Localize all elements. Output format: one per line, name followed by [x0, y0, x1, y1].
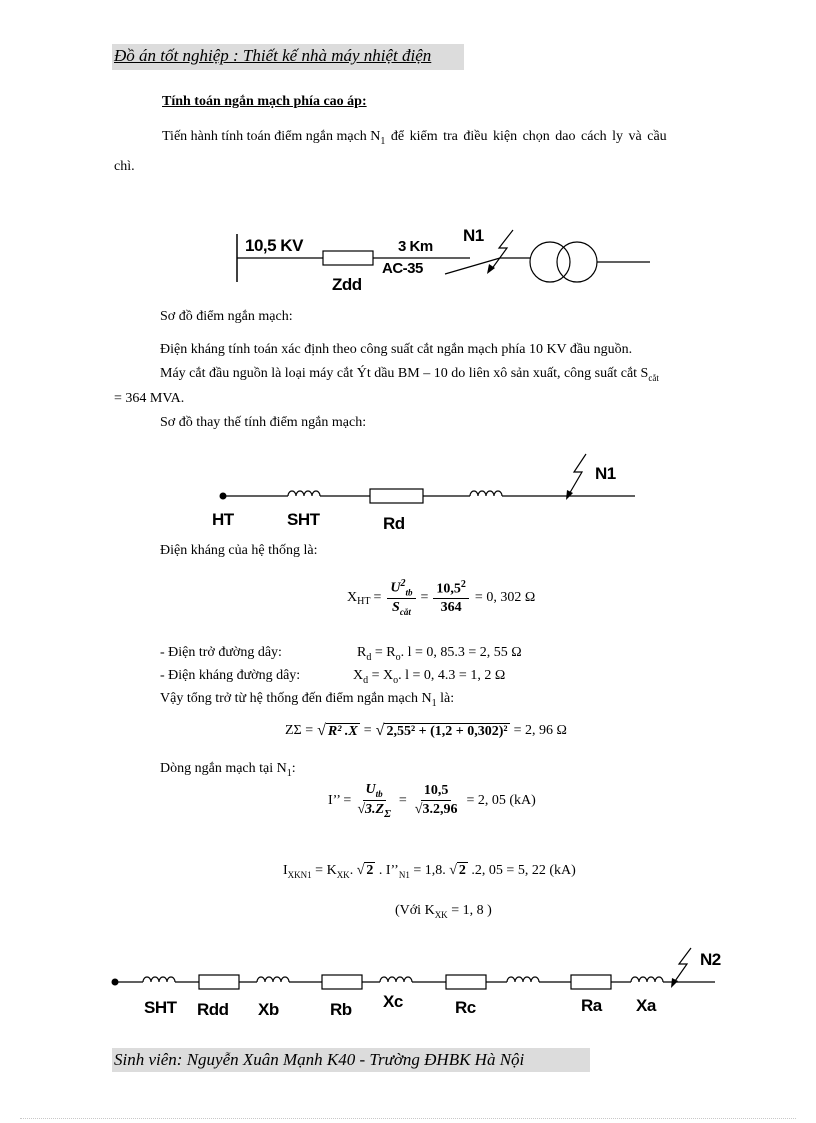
resistance-rc — [446, 975, 486, 989]
fraction-denominator: 364 — [440, 600, 462, 616]
paragraph: Sơ đồ điểm ngắn mạch: — [160, 309, 293, 324]
fault-bolt-icon — [568, 454, 586, 496]
num-sub: tb — [375, 788, 383, 799]
circuit-label: Rb — [330, 1000, 352, 1019]
line-resistance — [370, 489, 423, 503]
line-reactance-equation — [353, 667, 505, 690]
paragraph-sub: 1 — [431, 697, 437, 709]
eq-text: = 1,8. — [409, 863, 450, 878]
section-heading: Tính toán ngắn mạch phía cao áp: — [162, 94, 367, 109]
short-circuit-diagram-1 — [225, 222, 665, 302]
transformer-winding-1 — [530, 242, 570, 282]
fault-bolt-icon — [491, 230, 513, 270]
paragraph: Điện kháng của hệ thống là: — [160, 543, 318, 558]
total-impedance-text — [160, 690, 454, 713]
circuit-label: Ra — [581, 996, 602, 1015]
current-label — [160, 760, 296, 783]
eq-text: I — [283, 863, 288, 878]
paragraph-sub: 1 — [286, 767, 292, 779]
eq-text: X — [353, 668, 364, 683]
intro-sub: 1 — [380, 135, 386, 147]
reactance-xc — [380, 977, 412, 982]
fraction-numerator: 10,5 — [421, 783, 452, 801]
den-text: √3.Z — [357, 801, 385, 817]
equivalent-circuit-1 — [210, 450, 650, 515]
equivalent-circuit-2 — [105, 944, 745, 1004]
eq-sub: d — [366, 651, 372, 663]
eq-equals: = — [373, 589, 382, 605]
fraction-denominator — [354, 801, 394, 820]
reactance-link — [507, 977, 539, 982]
equation-total-impedance — [285, 722, 567, 740]
radical-icon: √ — [317, 722, 326, 739]
equation-short-circuit-current — [328, 782, 536, 820]
sqrt-content: 2 — [458, 863, 466, 878]
fault-arrow-icon — [671, 978, 678, 988]
resistance-rdd — [199, 975, 239, 989]
fraction — [354, 782, 394, 820]
eq-text: . — [349, 863, 357, 878]
paragraph-sub: cắt — [648, 372, 659, 383]
line-impedance-label: Zdd — [332, 275, 362, 294]
eq-text: .2, 05 = 5, 22 (kA) — [467, 863, 576, 878]
page-edge-divider — [20, 1118, 796, 1119]
eq-result: = 0, 302 Ω — [474, 589, 536, 605]
eq-result: = 2, 05 (kA) — [466, 792, 536, 808]
radical-icon: √ — [375, 722, 385, 739]
eq-sub: o — [393, 674, 399, 686]
fraction-numerator — [363, 782, 386, 801]
fraction-denominator — [389, 599, 414, 617]
num-text: U — [365, 782, 376, 797]
eq-equals: = — [420, 589, 429, 605]
paragraph-text: : — [291, 761, 296, 776]
circuit-label: Rdd — [197, 1000, 229, 1019]
fault-arrow-icon — [566, 490, 573, 500]
fraction-numerator — [387, 578, 415, 599]
radical-icon: √ — [449, 863, 457, 878]
eq-text: = R — [371, 645, 396, 660]
reactance-xb — [257, 977, 289, 982]
intro-line-2: chì. — [114, 159, 135, 174]
sqrt-content: R² .X — [327, 723, 358, 739]
fault-point-label: N1 — [463, 226, 484, 245]
radical-icon: √ — [356, 863, 365, 878]
intro-text-b: để kiểm tra điều kiện chọn dao cách ly và cầu — [385, 129, 667, 144]
fault-bolt-icon — [673, 948, 691, 984]
eq-text: R — [357, 645, 367, 660]
den-sub: Σ — [384, 807, 391, 820]
eq-lhs-sub: HT — [357, 596, 371, 608]
length-label: 3 Km — [398, 238, 433, 255]
fraction-denominator: √3.2,96 — [414, 802, 458, 818]
num-sub: tb — [405, 587, 413, 598]
eq-text: (Với K — [395, 903, 435, 918]
eq-text: . l = 0, 85.3 = 2, 55 Ω — [400, 645, 522, 660]
intro-text-a: Tiến hành tính toán điểm ngắn mạch N — [162, 129, 381, 144]
paragraph: Sơ đồ thay thế tính điểm ngắn mạch: — [160, 415, 367, 430]
resistance-label: Rd — [383, 514, 405, 533]
paragraph: Điện kháng tính toán xác định theo công suất cắt ngắn mạch phía 10 KV đầu nguồn. — [160, 342, 633, 357]
eq-equals: = — [363, 723, 372, 738]
circuit-label: SHT — [144, 998, 177, 1017]
eq-text: = X — [368, 668, 394, 683]
fraction — [433, 579, 469, 617]
line-reactance — [470, 491, 502, 496]
num-sup: 2 — [460, 578, 466, 590]
eq-sub: N1 — [398, 869, 410, 880]
eq-text: . I’’ — [375, 863, 399, 878]
reactance-label: SHT — [287, 510, 320, 529]
equation-note — [395, 902, 492, 924]
line-resistance-equation — [357, 644, 522, 667]
sqrt-content: 2,55² + (1,2 + 0,302)² — [386, 723, 508, 739]
fraction — [412, 783, 461, 818]
fraction-numerator — [433, 579, 469, 600]
eq-sub: o — [395, 651, 401, 663]
paragraph: = 364 MVA. — [114, 391, 185, 406]
eq-text: = 1, 8 ) — [447, 903, 492, 918]
den-text: S — [392, 600, 400, 616]
line-impedance — [323, 251, 373, 265]
num-text: 10,5 — [436, 581, 461, 597]
eq-sub: XK — [434, 909, 448, 920]
eq-result: = 2, 96 Ω — [513, 723, 567, 738]
line-resistance-label: - Điện trở đường dây: — [160, 645, 282, 660]
voltage-label: 10,5 KV — [245, 236, 303, 255]
intro-line-1 — [162, 128, 667, 151]
fraction — [387, 578, 415, 617]
eq-sub: XKN1 — [287, 869, 312, 880]
circuit-label: Xa — [636, 996, 656, 1015]
den-sub: cắt — [399, 607, 411, 618]
cable-label: AC-35 — [382, 260, 423, 277]
num-sup: 2 — [400, 578, 406, 589]
num-text: U — [390, 580, 401, 596]
eq-text: . l = 0, 4.3 = 1, 2 Ω — [398, 668, 506, 683]
eq-lhs: X — [347, 589, 358, 605]
paragraph-text: Vậy tổng trở từ hệ thống đến điểm ngắn mạch N — [160, 691, 432, 706]
sqrt-content: 2 — [366, 863, 374, 878]
circuit-label: Xb — [258, 1000, 279, 1019]
reactance-xa — [631, 977, 663, 982]
eq-lhs: I’’ = — [328, 792, 352, 808]
transformer-winding-2 — [557, 242, 597, 282]
eq-text: = K — [311, 863, 337, 878]
paragraph-text: là: — [436, 691, 455, 706]
eq-sub: XK — [336, 869, 350, 880]
eq-lhs: ZΣ = — [285, 723, 314, 738]
paragraph — [160, 365, 659, 387]
fault-point-label: N2 — [700, 950, 721, 969]
fault-point-label: N1 — [595, 464, 616, 483]
paragraph-text: Dòng ngắn mạch tại N — [160, 761, 287, 776]
eq-equals: = — [398, 792, 407, 808]
resistance-ra — [571, 975, 611, 989]
circuit-label: Rc — [455, 998, 476, 1017]
source-label: HT — [212, 510, 234, 529]
reactance-sht — [143, 977, 175, 982]
equation-system-reactance — [347, 578, 535, 617]
resistance-rb — [322, 975, 362, 989]
equation-surge-current — [283, 862, 576, 884]
paragraph-text: Máy cắt đầu nguồn là loại máy cắt Ýt dầu BM – 10 do liên xô sản xuất, công suất cắt S — [160, 366, 649, 381]
eq-sub: d — [363, 674, 369, 686]
circuit-label: Xc — [383, 992, 403, 1011]
system-reactance — [288, 491, 320, 496]
document-footer: Sinh viên: Nguyễn Xuân Mạnh K40 - Trường ĐHBK Hà Nội — [114, 1050, 525, 1069]
document-header: Đồ án tốt nghiệp : Thiết kế nhà máy nhiệt điện — [114, 46, 432, 65]
line-reactance-label: - Điện kháng đường dây: — [160, 668, 301, 683]
